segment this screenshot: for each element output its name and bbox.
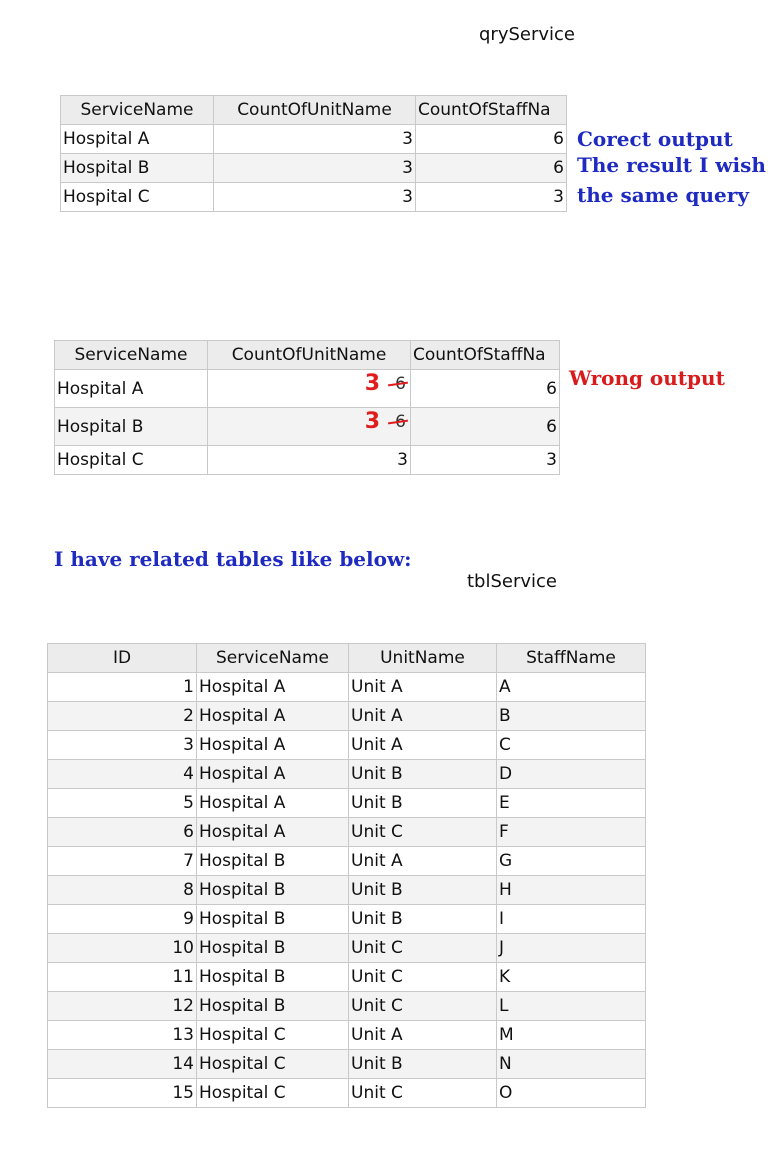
tbl-caption: tblService (467, 571, 558, 592)
column-header: UnitName (349, 644, 497, 673)
id-cell: 8 (48, 876, 197, 905)
staff-cell: M (497, 1021, 646, 1050)
unit-count-cell: 3 (214, 183, 416, 212)
staff-cell: E (497, 789, 646, 818)
table-header-row (61, 96, 567, 125)
unit-count-cell: 3 (208, 446, 411, 475)
id-cell: 4 (48, 760, 197, 789)
table-row (55, 446, 560, 475)
table-row (48, 1079, 646, 1108)
service-cell: Hospital B (197, 963, 349, 992)
unit-count-cell (208, 370, 411, 408)
id-cell: 1 (48, 673, 197, 702)
unit-cell: Unit C (349, 818, 497, 847)
column-header: CountOfUnitName (208, 341, 411, 370)
table-row (48, 934, 646, 963)
unit-count-cell: 3 (214, 125, 416, 154)
handwritten-correction (210, 370, 408, 398)
unit-cell: Unit B (349, 760, 497, 789)
correct-output-note-line2: The result I wish (577, 153, 766, 177)
handwritten-fix-value: 3 (364, 409, 380, 434)
column-header: CountOfStaffNa (416, 96, 567, 125)
service-cell: Hospital C (197, 1079, 349, 1108)
unit-cell: Unit A (349, 702, 497, 731)
unit-cell: Unit A (349, 1021, 497, 1050)
column-header: ID (48, 644, 197, 673)
staff-cell: L (497, 992, 646, 1021)
id-cell: 10 (48, 934, 197, 963)
handwritten-correction (210, 408, 408, 436)
staff-cell: F (497, 818, 646, 847)
unit-cell: Unit A (349, 847, 497, 876)
wrong-output-table (54, 340, 560, 475)
id-cell: 7 (48, 847, 197, 876)
table-row (48, 760, 646, 789)
table-row (61, 125, 567, 154)
service-cell: Hospital B (61, 154, 214, 183)
table-row (61, 154, 567, 183)
table-row (48, 731, 646, 760)
staff-count-cell: 3 (416, 183, 567, 212)
staff-cell: I (497, 905, 646, 934)
staff-cell: A (497, 673, 646, 702)
staff-cell: D (497, 760, 646, 789)
unit-count-cell (208, 408, 411, 446)
unit-cell: Unit C (349, 963, 497, 992)
staff-cell: G (497, 847, 646, 876)
id-cell: 15 (48, 1079, 197, 1108)
column-header: CountOfUnitName (214, 96, 416, 125)
service-cell: Hospital B (197, 876, 349, 905)
column-header: CountOfStaffNa (411, 341, 560, 370)
staff-cell: J (497, 934, 646, 963)
id-cell: 9 (48, 905, 197, 934)
column-header: ServiceName (61, 96, 214, 125)
staff-count-cell: 6 (416, 125, 567, 154)
column-header: ServiceName (55, 341, 208, 370)
id-cell: 3 (48, 731, 197, 760)
table-row (61, 183, 567, 212)
id-cell: 13 (48, 1021, 197, 1050)
unit-cell: Unit B (349, 905, 497, 934)
table-row (48, 905, 646, 934)
table-row (55, 408, 560, 446)
staff-cell: H (497, 876, 646, 905)
table-row (48, 702, 646, 731)
correct-output-table (60, 95, 567, 212)
staff-cell: O (497, 1079, 646, 1108)
unit-cell: Unit C (349, 1079, 497, 1108)
id-cell: 5 (48, 789, 197, 818)
table-row (48, 818, 646, 847)
unit-cell: Unit A (349, 731, 497, 760)
service-cell: Hospital A (197, 760, 349, 789)
unit-cell: Unit B (349, 789, 497, 818)
table-row (48, 1021, 646, 1050)
service-cell: Hospital C (197, 1021, 349, 1050)
related-tables-note: I have related tables like below: (54, 547, 412, 571)
table-row (48, 876, 646, 905)
unit-cell: Unit A (349, 673, 497, 702)
table-row (48, 1050, 646, 1079)
id-cell: 6 (48, 818, 197, 847)
unit-count-cell: 3 (214, 154, 416, 183)
table-row (48, 992, 646, 1021)
id-cell: 12 (48, 992, 197, 1021)
service-cell: Hospital B (197, 992, 349, 1021)
service-cell: Hospital A (197, 702, 349, 731)
service-cell: Hospital A (197, 673, 349, 702)
handwritten-fix-value: 3 (364, 371, 380, 396)
staff-count-cell: 3 (411, 446, 560, 475)
unit-cell: Unit C (349, 934, 497, 963)
service-cell: Hospital A (197, 789, 349, 818)
staff-cell: C (497, 731, 646, 760)
service-cell: Hospital B (55, 408, 208, 446)
correct-output-note-line3: the same query (577, 183, 749, 207)
service-cell: Hospital C (55, 446, 208, 475)
unit-cell: Unit C (349, 992, 497, 1021)
service-cell: Hospital A (61, 125, 214, 154)
column-header: StaffName (497, 644, 646, 673)
unit-cell: Unit B (349, 1050, 497, 1079)
id-cell: 14 (48, 1050, 197, 1079)
service-cell: Hospital C (61, 183, 214, 212)
table-header-row (48, 644, 646, 673)
staff-cell: K (497, 963, 646, 992)
service-cell: Hospital A (197, 818, 349, 847)
service-cell: Hospital A (197, 731, 349, 760)
table-row (55, 370, 560, 408)
table-header-row (55, 341, 560, 370)
service-cell: Hospital B (197, 847, 349, 876)
table-row (48, 673, 646, 702)
table-row (48, 789, 646, 818)
qry-caption: qryService (479, 24, 576, 45)
service-cell: Hospital B (197, 905, 349, 934)
staff-cell: B (497, 702, 646, 731)
correct-output-note-line1: Corect output (577, 127, 733, 151)
service-cell: Hospital A (55, 370, 208, 408)
staff-count-cell: 6 (411, 408, 560, 446)
tbl-service-table (47, 643, 646, 1108)
staff-count-cell: 6 (411, 370, 560, 408)
table-row (48, 847, 646, 876)
unit-cell: Unit B (349, 876, 497, 905)
staff-cell: N (497, 1050, 646, 1079)
id-cell: 11 (48, 963, 197, 992)
service-cell: Hospital B (197, 934, 349, 963)
service-cell: Hospital C (197, 1050, 349, 1079)
column-header: ServiceName (197, 644, 349, 673)
wrong-output-note: Wrong output (569, 366, 725, 390)
staff-count-cell: 6 (416, 154, 567, 183)
id-cell: 2 (48, 702, 197, 731)
table-row (48, 963, 646, 992)
